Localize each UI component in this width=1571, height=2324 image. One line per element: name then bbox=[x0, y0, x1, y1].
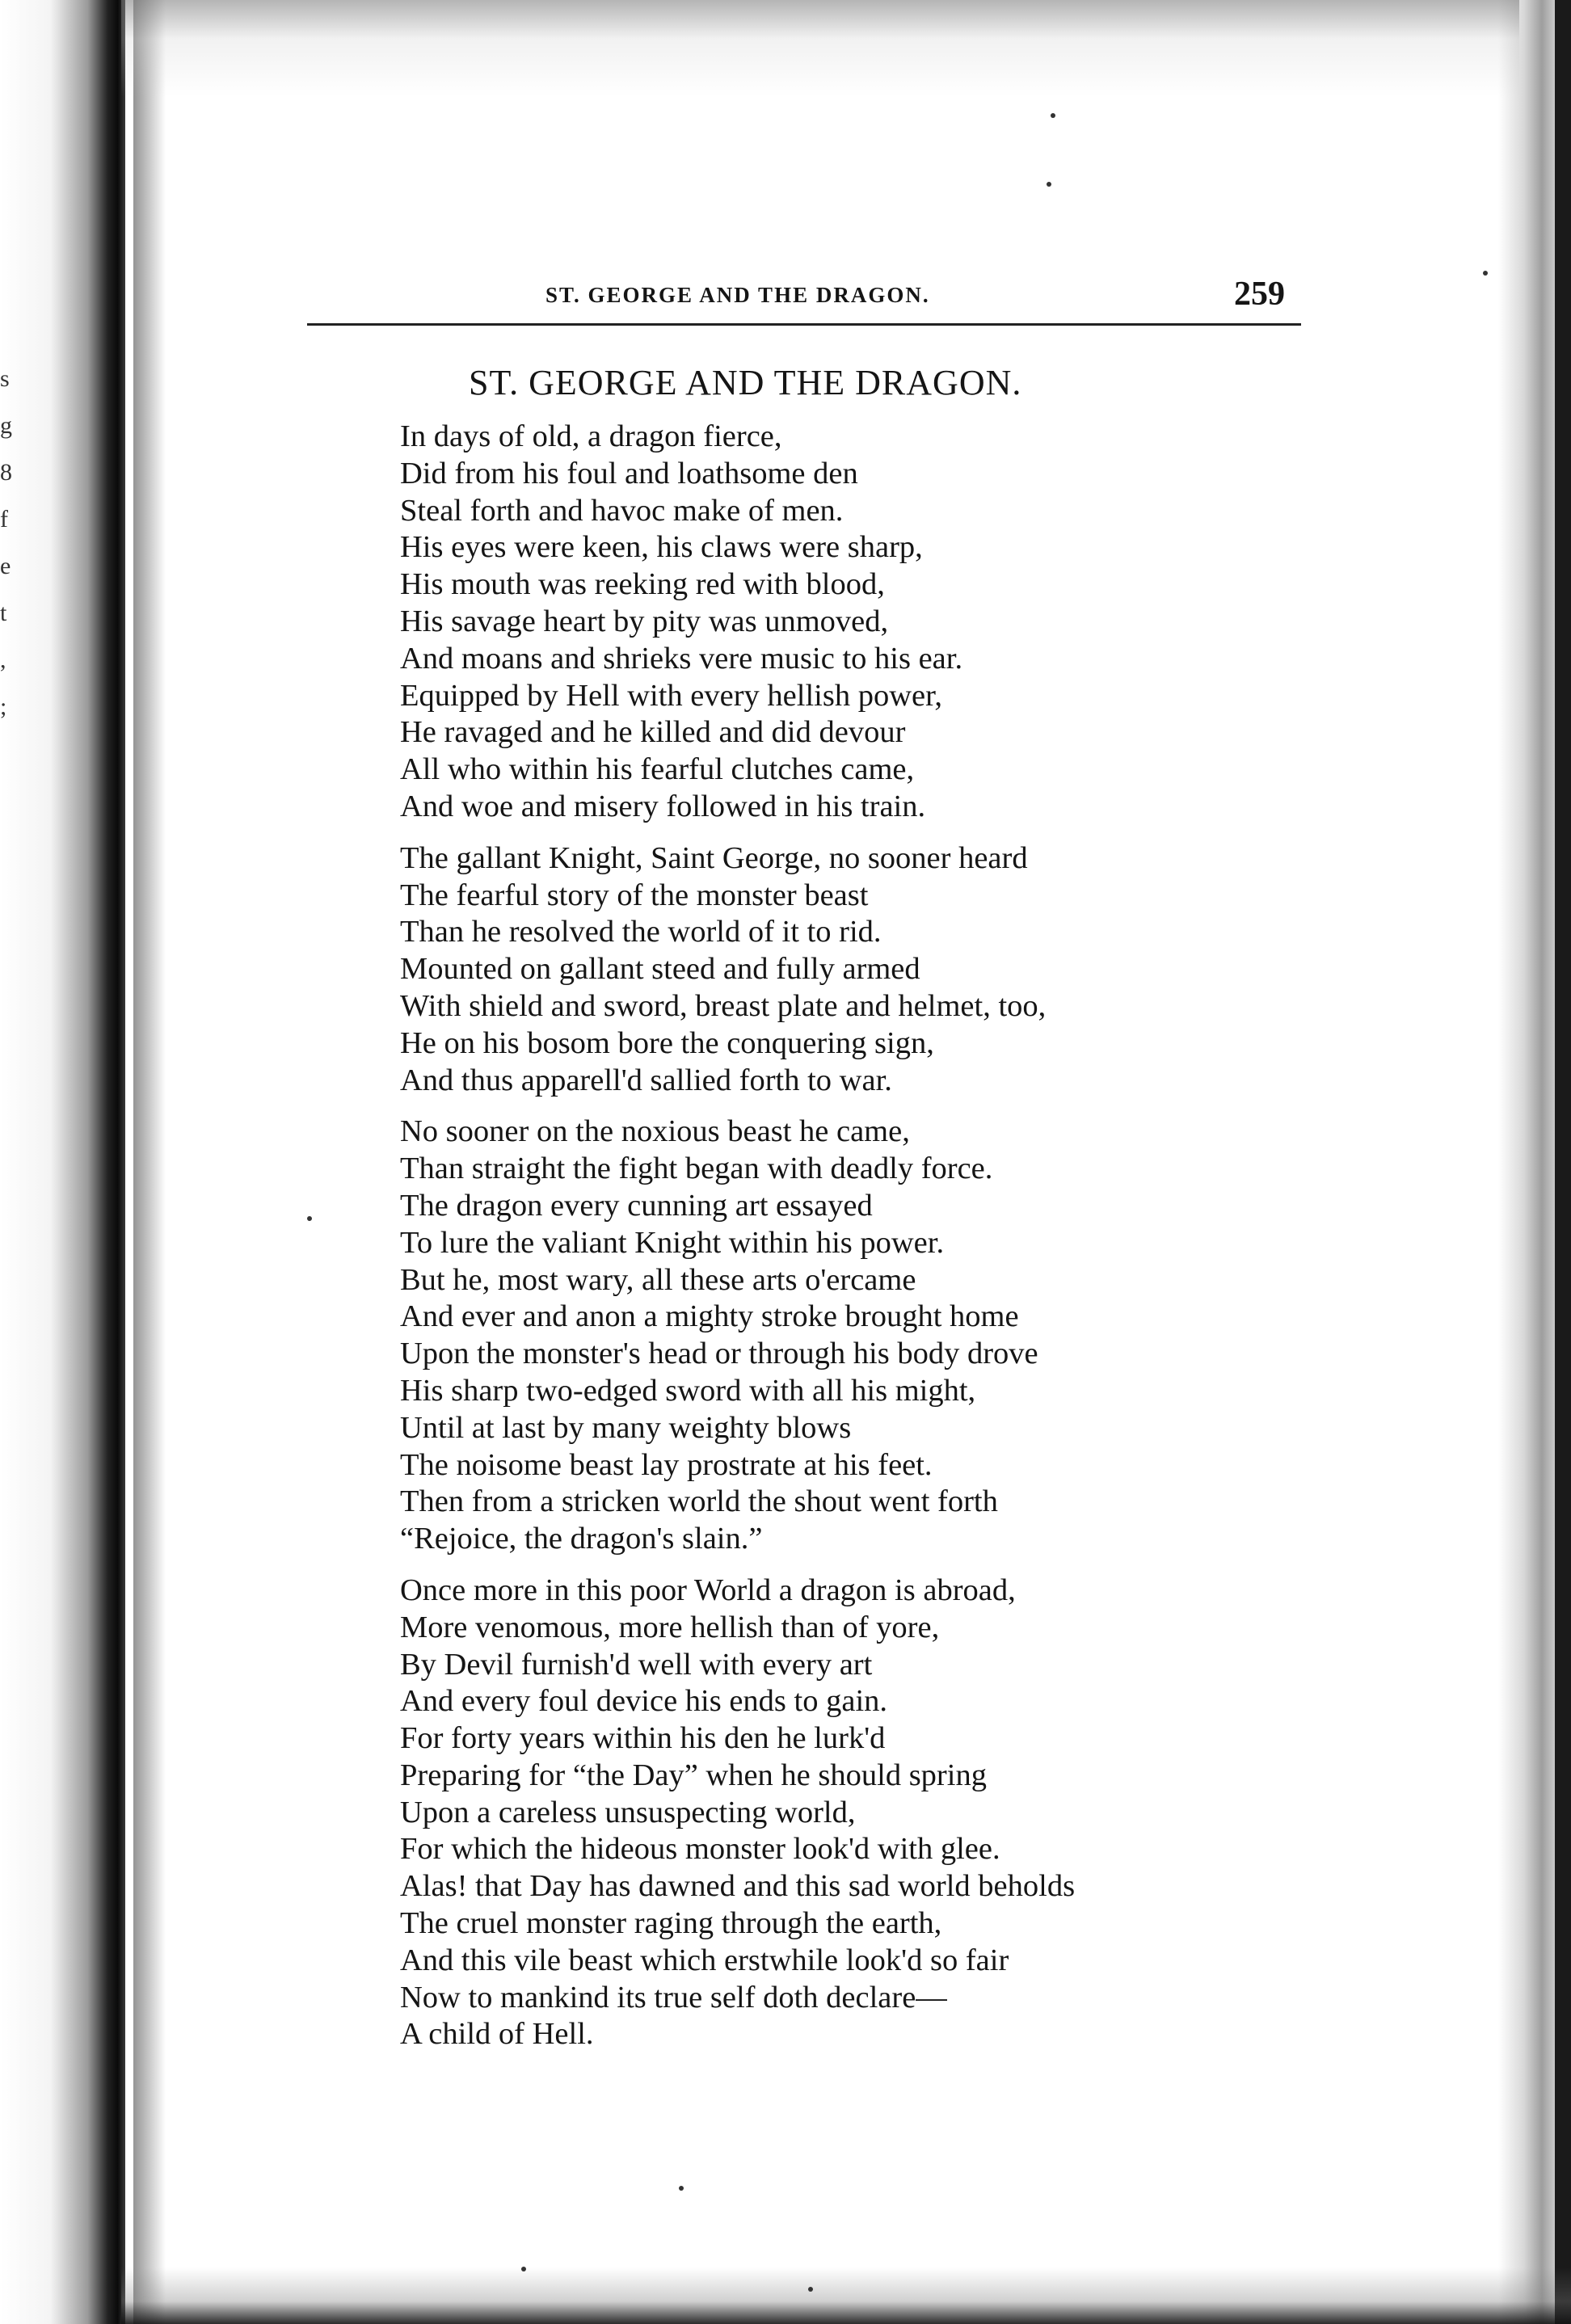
scan-speck bbox=[679, 2186, 684, 2191]
margin-mark: g bbox=[0, 412, 12, 439]
facing-page-margin-marks bbox=[0, 356, 32, 730]
poem-line: But he, most wary, all these arts o'ercame bbox=[400, 1262, 916, 1297]
margin-mark: t bbox=[0, 600, 7, 626]
poem-line: The gallant Knight, Saint George, no sooner heard bbox=[400, 840, 1028, 875]
poem-title: ST. GEORGE AND THE DRAGON. bbox=[469, 363, 1022, 402]
scan-speck bbox=[521, 2267, 526, 2271]
running-head bbox=[307, 275, 1285, 323]
scan-bottom-edge bbox=[121, 2267, 1571, 2324]
poem-line: Until at last by many weighty blows bbox=[400, 1410, 852, 1445]
poem-line: By Devil furnish'd well with every art bbox=[400, 1647, 873, 1682]
poem-line: To lure the valiant Knight within his power. bbox=[400, 1225, 945, 1260]
poem-line: “Rejoice, the dragon's slain.” bbox=[400, 1522, 763, 1556]
poem-body bbox=[400, 419, 1289, 2068]
poem-line: Now to mankind its true self doth declare— bbox=[400, 1980, 947, 2015]
poem-line: In days of old, a dragon fierce, bbox=[400, 419, 782, 453]
poem-line: Upon the monster's head or through his body drove bbox=[400, 1337, 1038, 1371]
poem-line: And this vile beast which erstwhile look'd so fair bbox=[400, 1943, 1009, 1977]
page-number: 259 bbox=[1234, 276, 1285, 313]
margin-mark: 8 bbox=[0, 459, 12, 486]
poem-line: No sooner on the noxious beast he came, bbox=[400, 1114, 910, 1149]
poem-line: His eyes were keen, his claws were sharp, bbox=[400, 530, 923, 565]
poem-line: More venomous, more hellish than of yore, bbox=[400, 1610, 940, 1644]
poem-line: A child of Hell. bbox=[400, 2017, 594, 2052]
scan-top-edge bbox=[121, 0, 1519, 97]
poem-line: His mouth was reeking red with blood, bbox=[400, 567, 885, 602]
poem-line: And woe and misery followed in his train. bbox=[400, 789, 926, 823]
poem-line: Than he resolved the world of it to rid. bbox=[400, 915, 882, 949]
margin-mark: f bbox=[0, 506, 8, 533]
poem-line: And moans and shrieks ᴠere music to his ear. bbox=[400, 641, 963, 676]
margin-mark: , bbox=[0, 646, 6, 673]
poem-line: The noisome beast lay prostrate at his feet. bbox=[400, 1447, 933, 1482]
poem-line: Preparing for “the Day” when he should spring bbox=[400, 1758, 987, 1792]
margin-mark: ; bbox=[0, 693, 7, 720]
poem-line: Did from his foul and loathsome den bbox=[400, 456, 858, 490]
poem-line: The dragon every cunning art essayed bbox=[400, 1188, 873, 1223]
poem-line: The cruel monster raging through the earth, bbox=[400, 1906, 942, 1941]
running-title: ST. GEORGE AND THE DRAGON. bbox=[545, 283, 930, 307]
poem-line: Upon a careless unsuspecting world, bbox=[400, 1795, 856, 1829]
poem-line: His sharp two-edged sword with all his might, bbox=[400, 1373, 976, 1408]
poem-line: Mounted on gallant steed and fully armed bbox=[400, 952, 920, 987]
poem-line: Once more in this poor World a dragon is abroad, bbox=[400, 1572, 1016, 1607]
poem-line: With shield and sword, breast plate and helmet, too, bbox=[400, 988, 1047, 1023]
margin-mark: e bbox=[0, 553, 11, 579]
scan-speck bbox=[1047, 182, 1051, 187]
poem-line: Than straight the fight began with deadly force. bbox=[400, 1151, 993, 1186]
poem-line: And ever and anon a mighty stroke brought home bbox=[400, 1299, 1019, 1334]
scan-speck bbox=[1483, 271, 1488, 276]
stanza bbox=[400, 1572, 1289, 2053]
poem-line: Equipped by Hell with every hellish power, bbox=[400, 678, 942, 713]
scan-speck bbox=[307, 1216, 312, 1221]
poem-line: For which the hideous monster look'd with glee. bbox=[400, 1832, 1000, 1867]
poem-line: All who within his fearful clutches came, bbox=[400, 752, 915, 787]
stanza bbox=[400, 1114, 1289, 1558]
scan-right-border bbox=[1555, 0, 1571, 2324]
poem-line: The fearful story of the monster beast bbox=[400, 878, 869, 912]
poem-line: He ravaged and he killed and did devour bbox=[400, 715, 906, 750]
poem-line: And every foul device his ends to gain. bbox=[400, 1684, 888, 1719]
header-rule bbox=[307, 323, 1301, 326]
stanza bbox=[400, 840, 1289, 1100]
poem-line: And thus apparell'd sallied forth to war. bbox=[400, 1063, 892, 1097]
poem-line: For forty years within his den he lurk'd bbox=[400, 1721, 886, 1756]
poem-line: He on his bosom bore the conquering sign, bbox=[400, 1025, 934, 1060]
poem-line: Alas! that Day has dawned and this sad world beholds bbox=[400, 1869, 1076, 1904]
binding-shadow bbox=[133, 0, 166, 2324]
margin-mark: s bbox=[0, 365, 10, 392]
poem-line: His savage heart by pity was unmoved, bbox=[400, 604, 889, 638]
scan-gutter-shadow bbox=[0, 0, 125, 2324]
poem-line: Then from a stricken world the shout went forth bbox=[400, 1484, 998, 1519]
scan-speck bbox=[808, 2287, 813, 2292]
stanza bbox=[400, 419, 1289, 826]
scan-speck bbox=[1051, 113, 1055, 118]
poem-line: Steal forth and havoc make of men. bbox=[400, 493, 844, 528]
